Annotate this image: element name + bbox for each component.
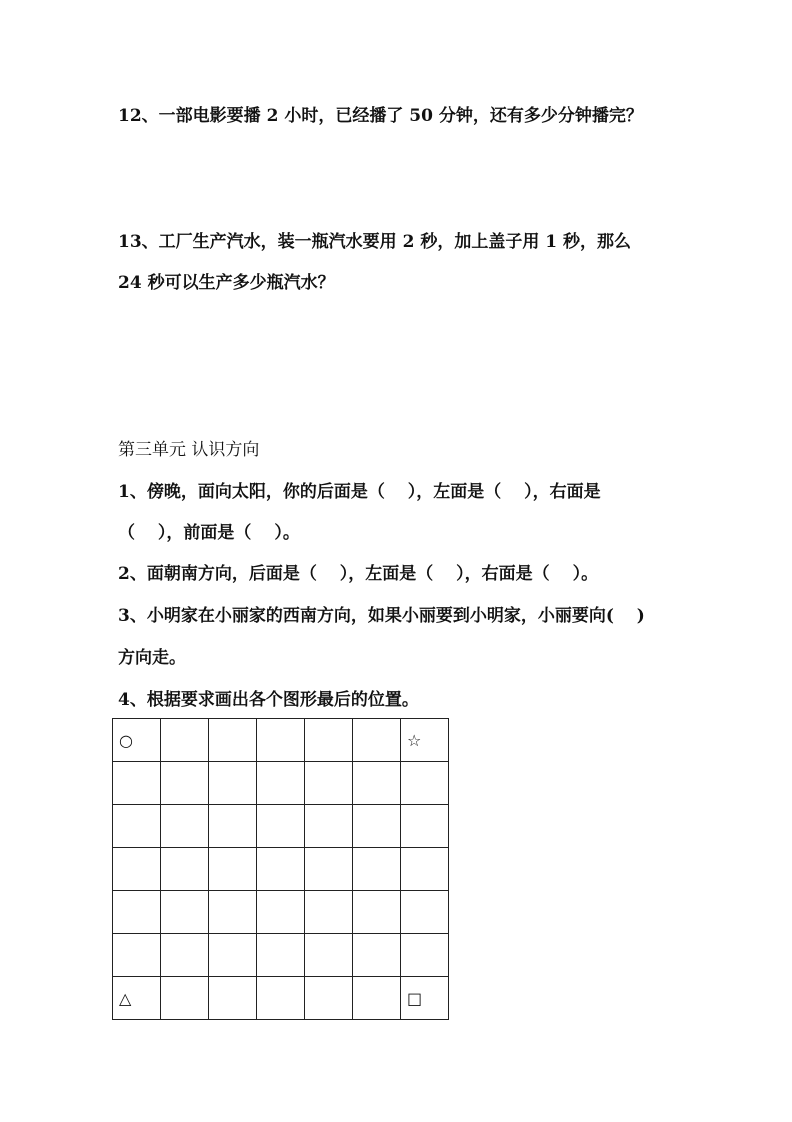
- grid-cell: [209, 719, 257, 762]
- grid-cell: [161, 805, 209, 848]
- unit-3-question-4: 4、根据要求画出各个图形最后的位置。: [118, 690, 419, 710]
- grid-row: [113, 719, 449, 762]
- unit-3-question-2: 2、面朝南方向，后面是（ ），左面是（ ），右面是（ ）。: [118, 564, 599, 584]
- grid-cell: [161, 977, 209, 1020]
- grid-cell: [305, 805, 353, 848]
- grid-row: [113, 977, 449, 1020]
- grid-cell: [305, 848, 353, 891]
- grid-cell: [161, 934, 209, 977]
- star-icon: ☆: [407, 730, 422, 750]
- unit-3-question-3-line-1: 3、小明家在小丽家的西南方向，如果小丽要到小明家，小丽要向( ): [118, 606, 645, 626]
- grid-cell: [209, 805, 257, 848]
- grid-row: [113, 762, 449, 805]
- question-13-line-1: 13、工厂生产汽水，装一瓶汽水要用 2 秒，加上盖子用 1 秒，那么: [118, 232, 631, 252]
- grid-cell: [257, 891, 305, 934]
- grid-cell: [113, 934, 161, 977]
- grid-cell: [305, 977, 353, 1020]
- grid-cell: [401, 934, 449, 977]
- grid-cell: [209, 934, 257, 977]
- grid-cell: [401, 848, 449, 891]
- question-13-line-2: 24 秒可以生产多少瓶汽水？: [118, 273, 335, 293]
- grid-row: [113, 934, 449, 977]
- circle-icon: ○: [119, 730, 133, 750]
- unit-3-question-1-line-2: （ ），前面是（ ）。: [118, 523, 300, 543]
- grid-cell: [353, 848, 401, 891]
- grid-cell: [257, 719, 305, 762]
- grid-cell: [257, 762, 305, 805]
- grid-cell: [257, 977, 305, 1020]
- grid-cell: [353, 934, 401, 977]
- grid-cell: [401, 891, 449, 934]
- grid-cell: [305, 719, 353, 762]
- grid-cell: [161, 848, 209, 891]
- grid-row: [113, 891, 449, 934]
- grid-cell: [401, 805, 449, 848]
- grid-cell: [161, 762, 209, 805]
- grid-cell: [401, 762, 449, 805]
- grid-cell: [401, 977, 449, 1020]
- unit-3-title: 第三单元 认识方向: [118, 440, 260, 460]
- grid-cell: [257, 848, 305, 891]
- grid-cell: [161, 719, 209, 762]
- grid-cell: [209, 891, 257, 934]
- grid-cell: [113, 848, 161, 891]
- grid-cell: [305, 891, 353, 934]
- grid-row: [113, 848, 449, 891]
- grid-cell: [113, 891, 161, 934]
- grid-cell: [353, 719, 401, 762]
- grid-cell: [353, 762, 401, 805]
- grid-cell: [305, 934, 353, 977]
- position-grid: [112, 718, 449, 1020]
- grid-cell: [113, 762, 161, 805]
- grid-cell: [353, 891, 401, 934]
- grid-row: [113, 805, 449, 848]
- square-icon: □: [407, 988, 423, 1008]
- grid-cell: [209, 762, 257, 805]
- grid-cell: [113, 977, 161, 1020]
- question-12: 12、一部电影要播 2 小时，已经播了 50 分钟，还有多少分钟播完？: [118, 106, 643, 126]
- grid-cell: [353, 805, 401, 848]
- grid-cell: [209, 848, 257, 891]
- unit-3-question-3-line-2: 方向走。: [118, 648, 186, 668]
- grid-cell: [257, 805, 305, 848]
- grid-cell: [401, 719, 449, 762]
- grid-cell: [305, 762, 353, 805]
- grid-cell: [161, 891, 209, 934]
- unit-3-question-1-line-1: 1、傍晚，面向太阳，你的后面是（ ），左面是（ ），右面是: [118, 482, 601, 502]
- triangle-icon: △: [119, 988, 132, 1008]
- grid-cell: [113, 719, 161, 762]
- grid-cell: [353, 977, 401, 1020]
- grid-cell: [209, 977, 257, 1020]
- grid-cell: [257, 934, 305, 977]
- grid-cell: [113, 805, 161, 848]
